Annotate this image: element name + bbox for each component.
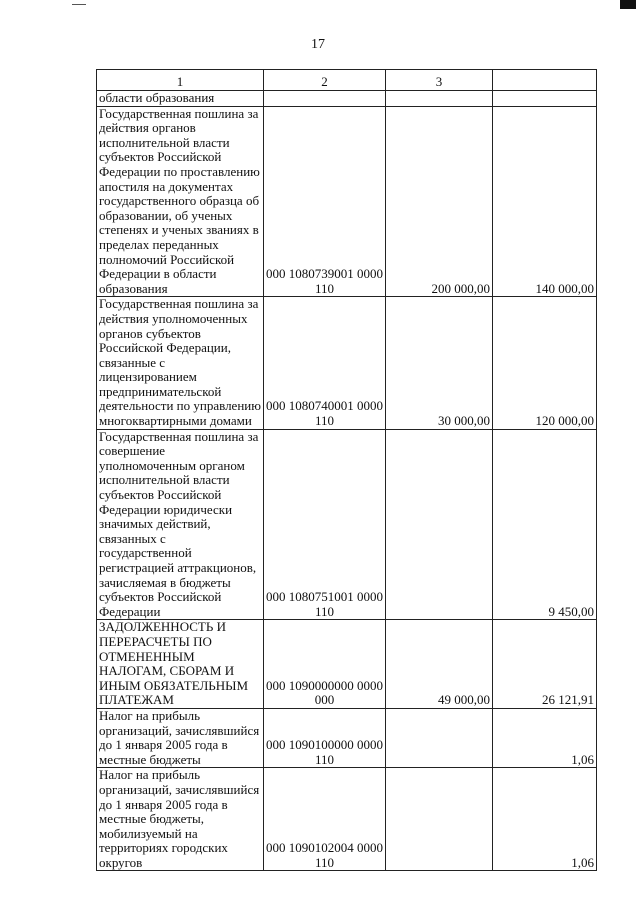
row-value-col3: [386, 429, 493, 620]
row-code: [264, 708, 386, 767]
table-header-row: [97, 70, 597, 91]
row-code-line2: 110: [314, 854, 335, 870]
row-value-col4: 120 000,00: [493, 297, 597, 429]
row-code: [264, 768, 386, 871]
row-code-line1: 000 1090000000 0000: [266, 677, 383, 693]
column-header-1: 1: [97, 70, 264, 91]
row-name: Налог на прибыль организаций, зачислявшийся до 1 января 2005 года в местные бюджеты: [97, 708, 264, 767]
table-row: [97, 429, 597, 620]
row-value-col4: 140 000,00: [493, 106, 597, 297]
empty-cell: [386, 91, 493, 107]
column-header-3: 3: [386, 70, 493, 91]
empty-cell: [493, 91, 597, 107]
table-row: [97, 708, 597, 767]
empty-cell: [264, 91, 386, 107]
row-code-line2: 110: [314, 280, 335, 296]
table-row: [97, 768, 597, 871]
row-value-col3: 30 000,00: [386, 297, 493, 429]
row-code: [264, 620, 386, 709]
row-code-line2: 110: [314, 413, 335, 429]
row-value-col4: 1,06: [493, 708, 597, 767]
table-row-continuation: [97, 91, 597, 107]
table-row: [97, 297, 597, 429]
row-value-col3: 49 000,00: [386, 620, 493, 709]
scan-corner-mark: [620, 0, 636, 9]
row-code-line2: 110: [314, 751, 335, 767]
table-row: [97, 620, 597, 709]
scan-dash-mark: [72, 4, 86, 5]
column-header-2: 2: [264, 70, 386, 91]
row-value-col3: [386, 768, 493, 871]
row-name: Государственная пошлина за действия уполномоченных органов субъектов Российской Федерации, связанные с лицензированием предпринимательской деятельности по управлению многоквартирными домами: [97, 297, 264, 429]
row-value-col3: 200 000,00: [386, 106, 493, 297]
row-value-col4: 9 450,00: [493, 429, 597, 620]
row-code-line1: 000 1080740001 0000: [266, 398, 383, 414]
page-number: 17: [311, 37, 325, 52]
column-header-4: [493, 70, 597, 91]
row-name: Государственная пошлина за действия органов исполнительной власти субъектов Российской Федерации по проставлению апостиля на документах государственного образца об образовании, об ученых степенях и ученых званиях в пределах переданных полномочий Российской Федерации в области образования: [97, 106, 264, 297]
row-code: [264, 297, 386, 429]
row-value-col4: 1,06: [493, 768, 597, 871]
row-code-line1: 000 1090102004 0000: [266, 840, 383, 856]
row-code-line1: 000 1080751001 0000: [266, 589, 383, 605]
row-code-line2: 110: [314, 603, 335, 619]
row-code-line1: 000 1080739001 0000: [266, 266, 383, 282]
row-value-col4: 26 121,91: [493, 620, 597, 709]
row-name: Налог на прибыль организаций, зачислявшийся до 1 января 2005 года в местные бюджеты, мобилизуемый на территориях городских округов: [97, 768, 264, 871]
budget-table: [96, 69, 597, 871]
row-code-line2: 000: [314, 692, 335, 708]
row-code: [264, 429, 386, 620]
row-name: Государственная пошлина за совершение уполномоченным органом исполнительной власти субъектов Российской Федерации юридически значимых действий, связанных с государственной регистрацией аттракционов, зачисляемая в бюджеты субъектов Российской Федерации: [97, 429, 264, 620]
row-code-line1: 000 1090100000 0000: [266, 737, 383, 753]
row-value-col3: [386, 708, 493, 767]
row-name: ЗАДОЛЖЕННОСТЬ И ПЕРЕРАСЧЕТЫ ПО ОТМЕНЕННЫМ НАЛОГАМ, СБОРАМ И ИНЫМ ОБЯЗАТЕЛЬНЫМ ПЛАТЕЖАМ: [97, 620, 264, 709]
table-row: [97, 106, 597, 297]
continuation-text: области образования: [97, 91, 264, 107]
row-code: [264, 106, 386, 297]
